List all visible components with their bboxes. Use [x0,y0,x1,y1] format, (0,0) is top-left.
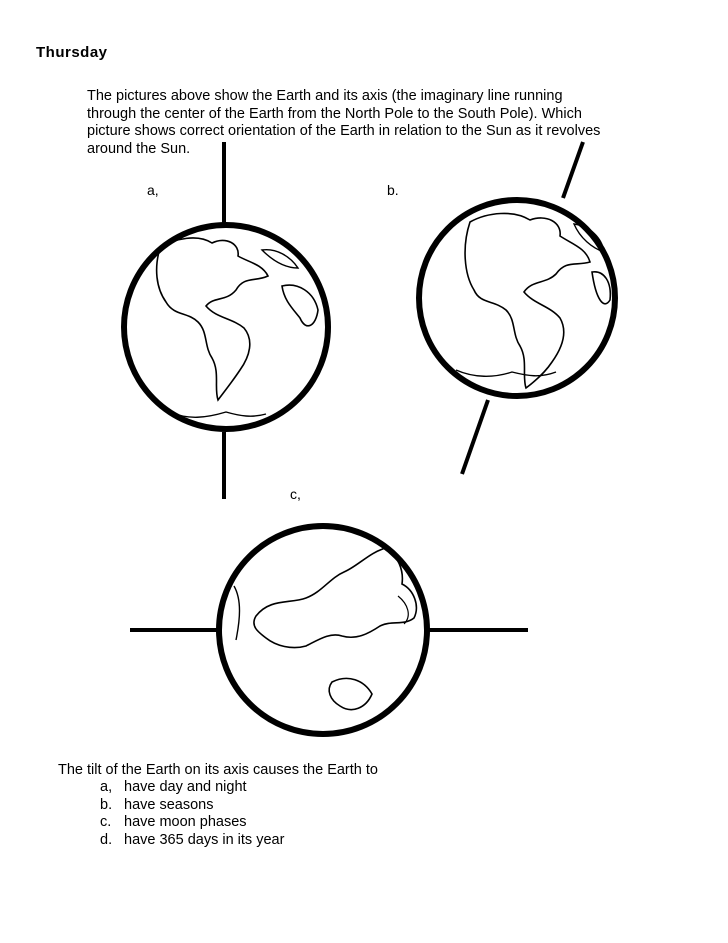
instructions-line: around the Sun. [87,140,191,157]
answer-options [100,779,284,849]
option-letter: b. [100,796,113,813]
option-letter: c. [100,814,112,830]
page-heading: Thursday [36,44,108,61]
option-letter: a, [100,779,113,795]
figure-b [419,142,615,474]
figure-c [130,526,528,734]
axis-b-south [462,400,488,474]
globe-americas-icon [124,225,328,429]
option-text: have day and night [124,779,247,795]
option-letter: d. [100,831,113,848]
option-text: have 365 days in its year [124,831,285,848]
globe-americas-icon [419,200,615,396]
answer-option [100,832,284,850]
answer-option [100,814,284,832]
axis-b-north [563,142,583,198]
question-stem: The tilt of the Earth on its axis causes the Earth to [58,762,378,778]
option-text: have moon phases [124,814,247,830]
figure-c-label: c, [290,486,301,502]
instructions-line: through the center of the Earth from the North Pole to the South Pole). Which [87,105,582,122]
answer-option [100,797,284,815]
figure-a-label: a, [147,182,159,198]
answer-option [100,779,284,797]
instructions-line: picture shows correct orientation of the Earth in relation to the Sun as it revolves [87,123,601,139]
figure-b-label: b. [387,182,399,198]
figure-a [124,142,328,499]
option-text: have seasons [124,796,214,813]
globe-rotated-icon [219,526,427,734]
instructions-line: The pictures above show the Earth and its axis (the imaginary line running [87,88,563,104]
